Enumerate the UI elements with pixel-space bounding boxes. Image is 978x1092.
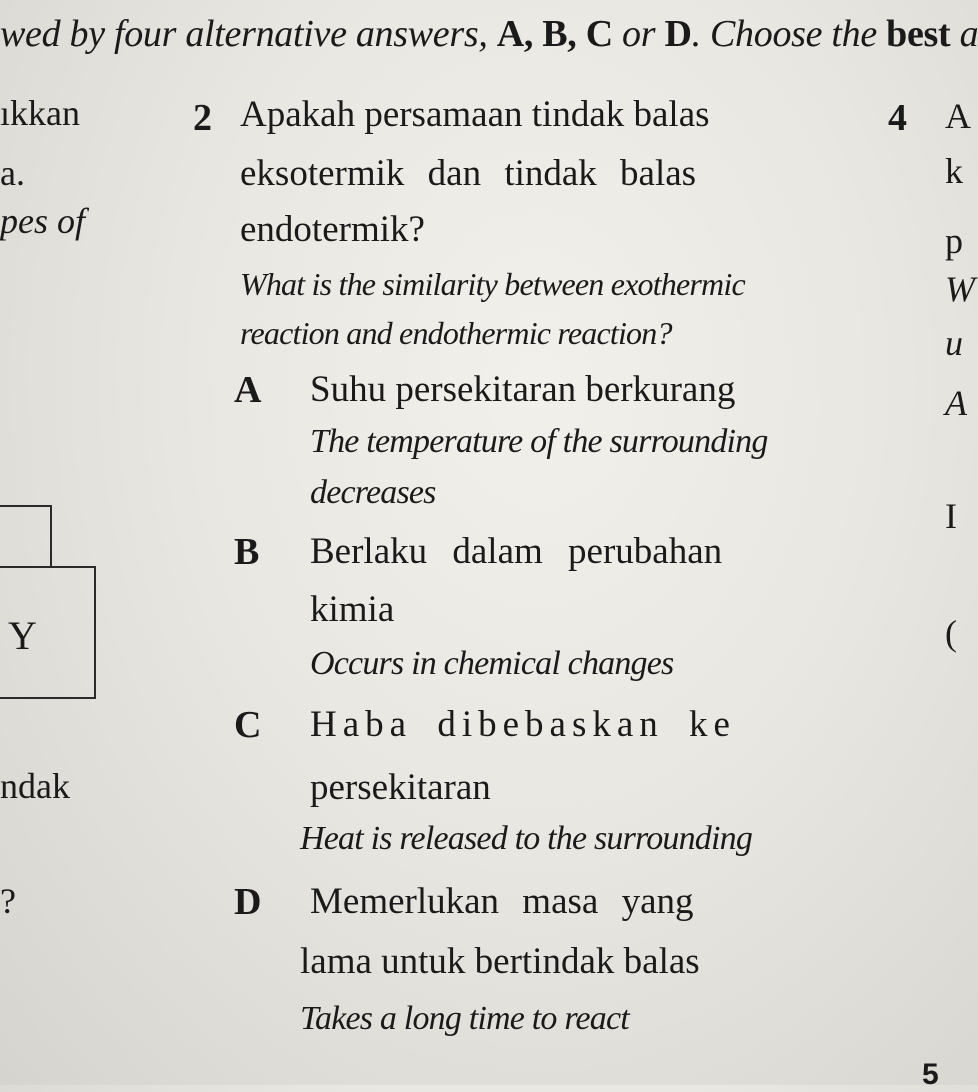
instruction-line: wed by four alternative answers, A, B, C or D. Choose the best a	[0, 13, 978, 55]
option-b-letter: B	[234, 531, 260, 573]
right-fragment: W	[945, 269, 975, 309]
right-fragment: (	[945, 613, 957, 653]
left-fragment: a.	[0, 153, 25, 193]
question-malay: endotermik?	[240, 209, 425, 250]
option-a-english: The temperature of the surrounding	[310, 423, 768, 460]
right-fragment: p	[945, 221, 963, 261]
question-english: What is the similarity between exothermic	[240, 266, 745, 302]
right-fragment: A	[945, 96, 971, 136]
question-4-number: 4	[888, 97, 907, 139]
option-a-letter: A	[234, 369, 262, 411]
right-fragment: k	[945, 151, 963, 191]
diagram-line	[94, 566, 96, 699]
option-a-malay: Suhu persekitaran berkurang	[310, 369, 736, 410]
option-b-english: Occurs in chemical changes	[310, 645, 674, 682]
left-fragment: pes of	[0, 201, 85, 241]
question-english: reaction and endothermic reaction?	[240, 315, 672, 351]
option-a-english: decreases	[310, 474, 436, 511]
option-c-malay: Haba dibebaskan ke	[310, 704, 736, 745]
option-c-letter: C	[234, 704, 262, 746]
left-fragment: ?	[0, 881, 16, 921]
right-fragment: u	[945, 323, 963, 363]
option-d-malay: lama untuk bertindak balas	[300, 941, 700, 982]
question-number: 2	[193, 97, 212, 139]
right-fragment: A	[945, 383, 967, 423]
diagram-label-y: Y	[8, 613, 37, 658]
diagram-line	[0, 566, 96, 568]
option-b-malay: Berlaku dalam perubahan	[310, 531, 723, 572]
option-d-english: Takes a long time to react	[300, 1000, 629, 1037]
option-c-english: Heat is released to the surrounding	[300, 820, 753, 857]
question-malay: eksotermik dan tindak balas	[240, 153, 697, 194]
left-fragment: ndak	[0, 766, 70, 806]
left-fragment: ıkkan	[0, 93, 80, 133]
diagram-line	[0, 697, 96, 699]
option-d-malay: Memerlukan masa yang	[310, 881, 694, 922]
option-b-malay: kimia	[310, 589, 395, 630]
option-d-letter: D	[234, 881, 262, 923]
diagram-line	[0, 505, 52, 507]
right-fragment: I	[945, 496, 957, 536]
option-c-malay: persekitaran	[310, 767, 491, 808]
page-number: 5	[922, 1058, 939, 1091]
diagram-line	[50, 505, 52, 567]
question-malay: Apakah persamaan tindak balas	[240, 94, 710, 135]
